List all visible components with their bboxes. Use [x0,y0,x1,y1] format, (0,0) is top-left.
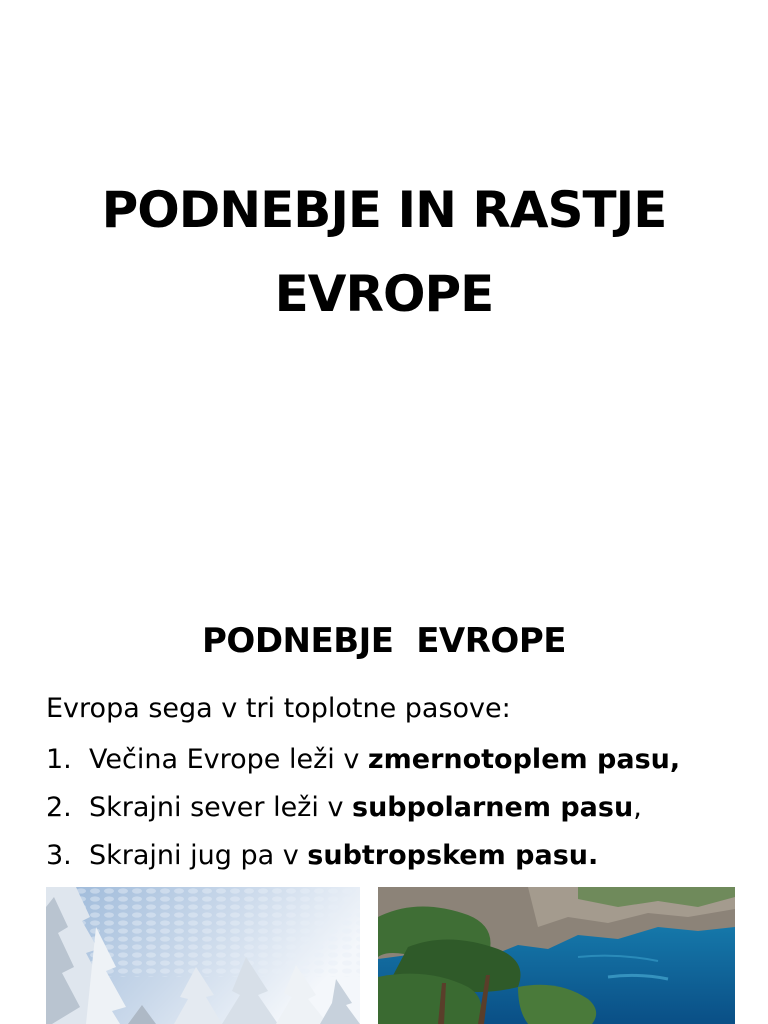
list-text: Večina Evrope leži v [89,744,368,775]
zone-list [46,736,680,880]
list-bold: zmernotoplem pasu, [367,744,681,775]
list-number: 2. [46,792,72,823]
content-slide [0,576,768,1024]
main-title [0,168,768,336]
list-item [46,832,680,880]
intro-text: Evropa sega v tri toplotne pasove: [46,693,511,724]
list-text: Skrajni sever leži v [89,792,352,823]
section-title: PODNEBJE EVROPE [202,621,566,661]
list-bold: subpolarnem pasu [352,792,634,823]
list-text: Skrajni jug pa v [89,840,308,871]
coast-image [378,887,735,1024]
main-title-line-2: EVROPE [274,265,494,323]
main-title-line-1: PODNEBJE IN RASTJE [101,181,667,239]
list-bold: subtropskem pasu. [307,840,599,871]
list-tail: , [633,792,642,823]
list-number: 1. [46,744,72,775]
list-item [46,736,680,784]
winter-forest-image [46,887,360,1024]
list-number: 3. [46,840,72,871]
list-item [46,784,680,832]
